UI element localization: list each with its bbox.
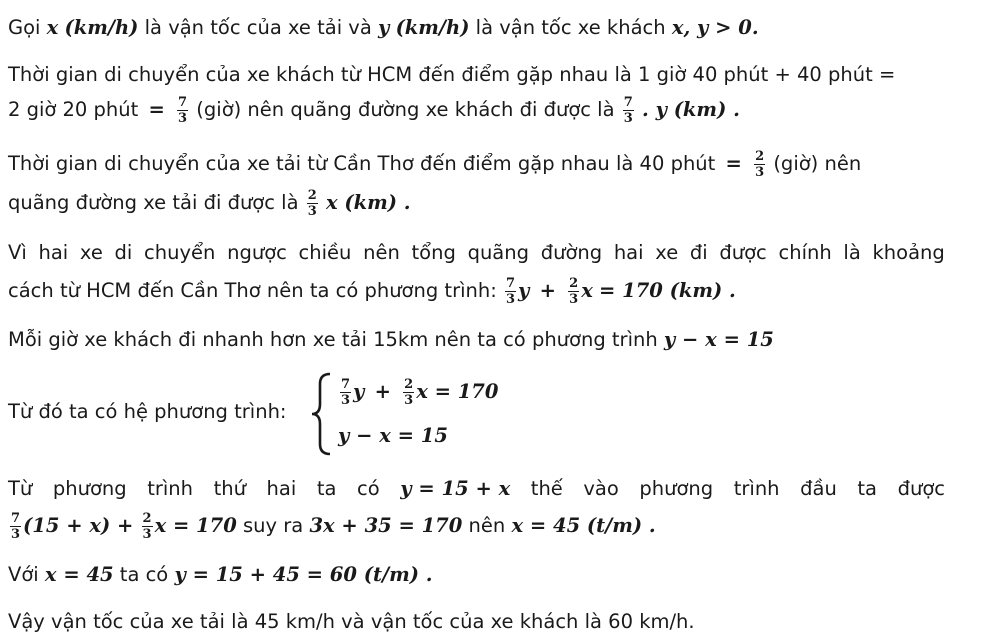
fraction-2-3: $\frac{2}{3}$ bbox=[142, 511, 152, 542]
paragraph-result bbox=[8, 563, 433, 587]
math-var-y: y bbox=[378, 16, 390, 39]
fraction-7-3: $\frac{7}{3}$ bbox=[623, 95, 633, 126]
word: khoảng bbox=[872, 241, 945, 264]
fraction-7-3: $\frac{7}{3}$ bbox=[11, 511, 21, 542]
word: hai bbox=[38, 241, 69, 264]
math-expr: = 170 (km) . bbox=[599, 279, 736, 302]
word: chính bbox=[778, 241, 832, 264]
text: (giờ) nên bbox=[773, 152, 862, 175]
text: (giờ) nên quãng đường xe khách đi được là bbox=[196, 98, 615, 121]
word: xe bbox=[79, 241, 103, 264]
word: đầu bbox=[800, 477, 837, 500]
word: đường bbox=[540, 241, 603, 264]
fraction-7-3: $\frac{7}{3}$ bbox=[178, 95, 188, 126]
word: Vì bbox=[8, 241, 27, 264]
word: đi bbox=[689, 241, 708, 264]
math-expr: x = 170 bbox=[416, 380, 499, 403]
text: ta có bbox=[119, 563, 169, 586]
paragraph-total-distance-line1 bbox=[8, 241, 945, 265]
paragraph-bus-time-line1 bbox=[8, 63, 895, 87]
paragraph-bus-time-line2 bbox=[8, 96, 740, 125]
math-condition: x, y > 0. bbox=[671, 16, 759, 39]
paragraph-truck-time-line1 bbox=[8, 150, 861, 179]
text: là vận tốc xe khách bbox=[475, 16, 666, 39]
word: là bbox=[843, 241, 861, 264]
word: Từ bbox=[8, 477, 33, 500]
math-var-x: x bbox=[46, 16, 59, 39]
word: chiều bbox=[298, 241, 352, 264]
math-unit: (km/h) bbox=[395, 16, 470, 39]
fraction-2-3: $\frac{2}{3}$ bbox=[404, 377, 414, 408]
word: có bbox=[357, 477, 380, 500]
fraction-2-3: $\frac{2}{3}$ bbox=[569, 276, 579, 307]
math-expr: x = 170 bbox=[154, 514, 237, 537]
word: nên bbox=[363, 241, 400, 264]
math-plus: + bbox=[374, 380, 391, 403]
fraction-7-3: $\frac{7}{3}$ bbox=[341, 377, 351, 408]
left-brace-icon bbox=[308, 372, 338, 456]
math-unit: (km/h) bbox=[64, 16, 139, 39]
text: là vận tốc của xe tải và bbox=[144, 16, 372, 39]
paragraph-total-distance-line2 bbox=[8, 277, 736, 306]
word: vào bbox=[583, 477, 619, 500]
word: chuyển bbox=[144, 241, 216, 264]
math-eq: = bbox=[725, 152, 742, 175]
word: hai bbox=[613, 241, 644, 264]
math-expr: (15 + x) + bbox=[23, 514, 134, 537]
paragraph-variables bbox=[8, 16, 759, 40]
math-var-y: y bbox=[353, 380, 365, 403]
math-expr: x (km) . bbox=[325, 191, 411, 214]
word: được bbox=[897, 477, 945, 500]
text: Gọi bbox=[8, 16, 41, 39]
word: thứ bbox=[213, 477, 246, 500]
equation-1 bbox=[338, 378, 498, 407]
word: trình bbox=[733, 477, 780, 500]
text: Thời gian di chuyển của xe khách từ HCM đến điểm gặp nhau là 1 giờ 40 phút + 40 phút = bbox=[8, 63, 896, 86]
math-eq: = bbox=[148, 98, 165, 121]
word: di bbox=[114, 241, 133, 264]
math-expr: y = 15 + x bbox=[400, 477, 511, 500]
math-plus: + bbox=[539, 279, 556, 302]
word: ta bbox=[857, 477, 877, 500]
word: hai bbox=[266, 477, 297, 500]
math-expr: x = 45 bbox=[44, 563, 114, 586]
text: Mỗi giờ xe khách đi nhanh hơn xe tải 15km nên ta có phương trình bbox=[8, 328, 658, 351]
word: được bbox=[719, 241, 767, 264]
math-expr: y − x = 15 bbox=[338, 424, 448, 447]
word: quãng bbox=[467, 241, 529, 264]
fraction-2-3: $\frac{2}{3}$ bbox=[755, 149, 765, 180]
text: quãng đường xe tải đi được là bbox=[8, 191, 299, 214]
word: phương bbox=[52, 477, 127, 500]
fraction-7-3: $\frac{7}{3}$ bbox=[506, 276, 516, 307]
fraction-2-3: $\frac{2}{3}$ bbox=[307, 188, 317, 219]
text: Vậy vận tốc của xe tải là 45 km/h và vận tốc của xe khách là 60 km/h. bbox=[8, 610, 695, 633]
math-expr: y = 15 + 45 = 60 (t/m) . bbox=[174, 563, 433, 586]
math-expr: x = 45 (t/m) . bbox=[511, 514, 656, 537]
text: Thời gian di chuyển của xe tải từ Cần Thơ đến điểm gặp nhau là 40 phút bbox=[8, 152, 716, 175]
math-expr: . y (km) . bbox=[642, 98, 740, 121]
math-expr: y − x = 15 bbox=[663, 328, 774, 351]
word: ngược bbox=[227, 241, 287, 264]
equation-2 bbox=[338, 424, 448, 447]
word: tổng bbox=[411, 241, 456, 264]
text: suy ra bbox=[243, 514, 304, 537]
math-expr: 3x + 35 = 170 bbox=[309, 514, 463, 537]
paragraph-conclusion bbox=[8, 610, 695, 634]
text: Từ đó ta có hệ phương trình: bbox=[8, 400, 287, 423]
math-var-y: y bbox=[518, 279, 530, 302]
paragraph-substitution-line1 bbox=[8, 477, 945, 501]
word: phương bbox=[639, 477, 714, 500]
paragraph-truck-time-line2 bbox=[8, 189, 411, 218]
word: thế bbox=[530, 477, 563, 500]
paragraph-substitution-line2 bbox=[8, 512, 656, 541]
word: xe bbox=[655, 241, 679, 264]
text: cách từ HCM đến Cần Thơ nên ta có phương trình: bbox=[8, 279, 497, 302]
math-var-x: x bbox=[581, 279, 593, 302]
word: ta bbox=[316, 477, 337, 500]
text: nên bbox=[468, 514, 506, 537]
text: 2 giờ 20 phút bbox=[8, 98, 139, 121]
word: trình bbox=[147, 477, 194, 500]
text: Với bbox=[8, 563, 39, 586]
paragraph-speed-difference bbox=[8, 328, 774, 352]
